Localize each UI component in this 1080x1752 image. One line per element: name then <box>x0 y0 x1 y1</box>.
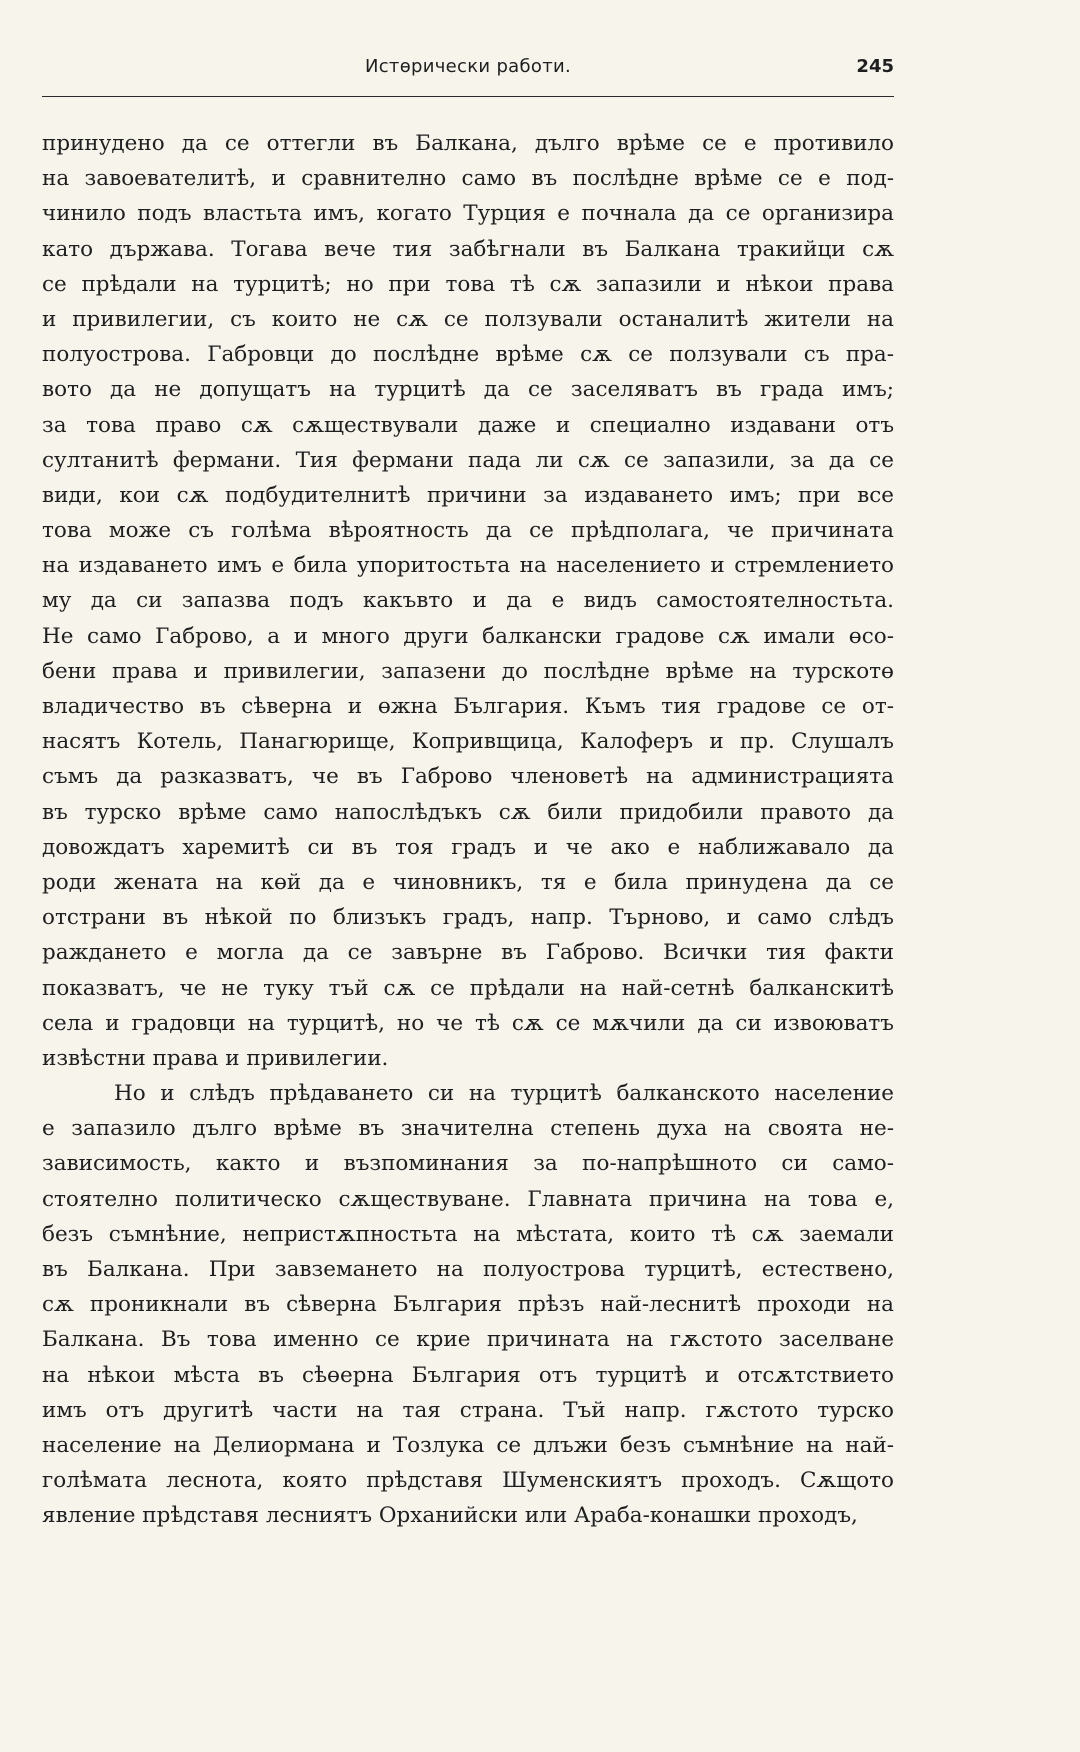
paragraph-1 <box>42 126 894 1076</box>
text-line: чинило подъ властьта имъ, когато Турция е почнала да се организира <box>42 201 894 227</box>
text-line: владичество въ сѣверна и ɵжна България. Къмъ тия градове се от- <box>42 694 894 719</box>
text-line: довождатъ харемитѣ си въ тоя градъ и че ако е наближавало да <box>42 834 894 860</box>
running-header <box>42 56 894 97</box>
text-line: извѣстни права и привилегии. <box>42 1045 389 1071</box>
text-line: зависимость, както и възпоминания за по-напрѣшното си само- <box>42 1151 894 1177</box>
text-line: имъ отъ другитѣ части на тая страна. Тъй напр. гѫстото турско <box>42 1397 894 1423</box>
text-line: Но и слѣдъ прѣдаването си на турцитѣ балканското население <box>114 1081 894 1107</box>
text-line: Не само Габрово, а и много други балкански градове сѫ имали ɵсо- <box>42 623 894 649</box>
text-line: и привилегии, съ които не сѫ се ползували останалитѣ жители на <box>42 306 894 332</box>
text-line: съмъ да разказватъ, че въ Габрово членоветѣ на администрацията <box>42 764 894 790</box>
text-line: явление прѣдставя лесниятъ Орханийски или Араба-конашки проходъ, <box>42 1503 858 1529</box>
text-line: на нѣкои мѣста въ сѣɵерна България отъ турцитѣ и отсѫтствието <box>42 1362 894 1388</box>
text-line: раждането е могла да се завърне въ Габрово. Всички тия факти <box>42 940 894 966</box>
text-line: принудено да се оттегли въ Балкана, дълго врѣме се е противило <box>42 131 894 156</box>
text-line: султанитѣ фермани. Тия фермани пада ли сѫ се запазили, за да се <box>42 447 894 473</box>
text-line: това може съ голѣма вѣроятность да се прѣдполага, че причината <box>42 518 894 544</box>
text-line: полуострова. Габровци до послѣдне врѣме сѫ се ползували съ пра- <box>42 342 894 368</box>
text-line: за това право сѫ сѫществували даже и специално издавани отъ <box>42 412 894 438</box>
text-line: на завоевателитѣ, и сравнително само въ послѣдне врѣме се е под- <box>42 166 894 192</box>
text-line: е запазило дълго врѣме въ значителна степень духа на своята не- <box>42 1116 894 1142</box>
text-line: голѣмата леснота, която прѣдставя Шуменскиятъ проходъ. Сѫщото <box>42 1468 894 1494</box>
text-line: роди жената на кɵй да е чиновникъ, тя е била принудена да се <box>42 869 894 895</box>
text-line: се прѣдали на турцитѣ; но при това тѣ сѫ запазили и нѣкои права <box>42 271 894 297</box>
text-line: сѫ проникнали въ сѣверна България прѣзъ най-леснитѣ проходи на <box>42 1292 894 1318</box>
text-line: стоятелно политическо сѫществуване. Главната причина на това е, <box>42 1186 894 1212</box>
text-line: насятъ Котель, Панагюрище, Копривщица, Калоферъ и пр. Слушалъ <box>42 729 894 755</box>
text-line: бени права и привилегии, запазени до послѣдне врѣме на турскотɵ <box>42 658 894 684</box>
running-title: Истɵрически работи. <box>364 56 572 77</box>
paragraph-2 <box>42 1076 894 1533</box>
text-line: му да си запазва подъ какъвто и да е видъ самостоятелностьта. <box>42 588 894 614</box>
text-line: население на Делиормана и Тозлука се длъжи безъ съмнѣние на най- <box>42 1432 894 1458</box>
text-line: показватъ, че не туку тъй сѫ се прѣдали на най-сетнѣ балканскитѣ <box>42 975 894 1001</box>
text-line: Балкана. Въ това именно се крие причината на гѫстото заселване <box>42 1327 894 1353</box>
page-number: 245 <box>856 56 894 77</box>
text-line: отстрани въ нѣкой по близъкъ градъ, напр. Търново, и само слѣдъ <box>42 905 894 931</box>
text-line: вото да не допущатъ на турцитѣ да се заселяватъ въ града имъ; <box>42 377 894 403</box>
text-line: въ Балкана. При завземането на полуострова турцитѣ, естествено, <box>42 1257 894 1282</box>
text-line: безъ съмнѣние, непристѫпностьта на мѣстата, които тѣ сѫ заемали <box>42 1221 894 1247</box>
text-line: села и градовци на турцитѣ, но че тѣ сѫ се мѫчили да си извоюватъ <box>42 1010 894 1036</box>
text-line: въ турско врѣме само напослѣдъкъ сѫ били придобили правото да <box>42 799 894 825</box>
text-line: види, кои сѫ подбудителнитѣ причини за издаването имъ; при все <box>42 482 894 508</box>
text-line: като държава. Тогава вече тия забѣгнали въ Балкана тракийци сѫ <box>42 236 894 262</box>
body-text <box>42 126 894 1534</box>
text-line: на издаването имъ е била упоритостьта на населението и стремлението <box>42 553 894 579</box>
